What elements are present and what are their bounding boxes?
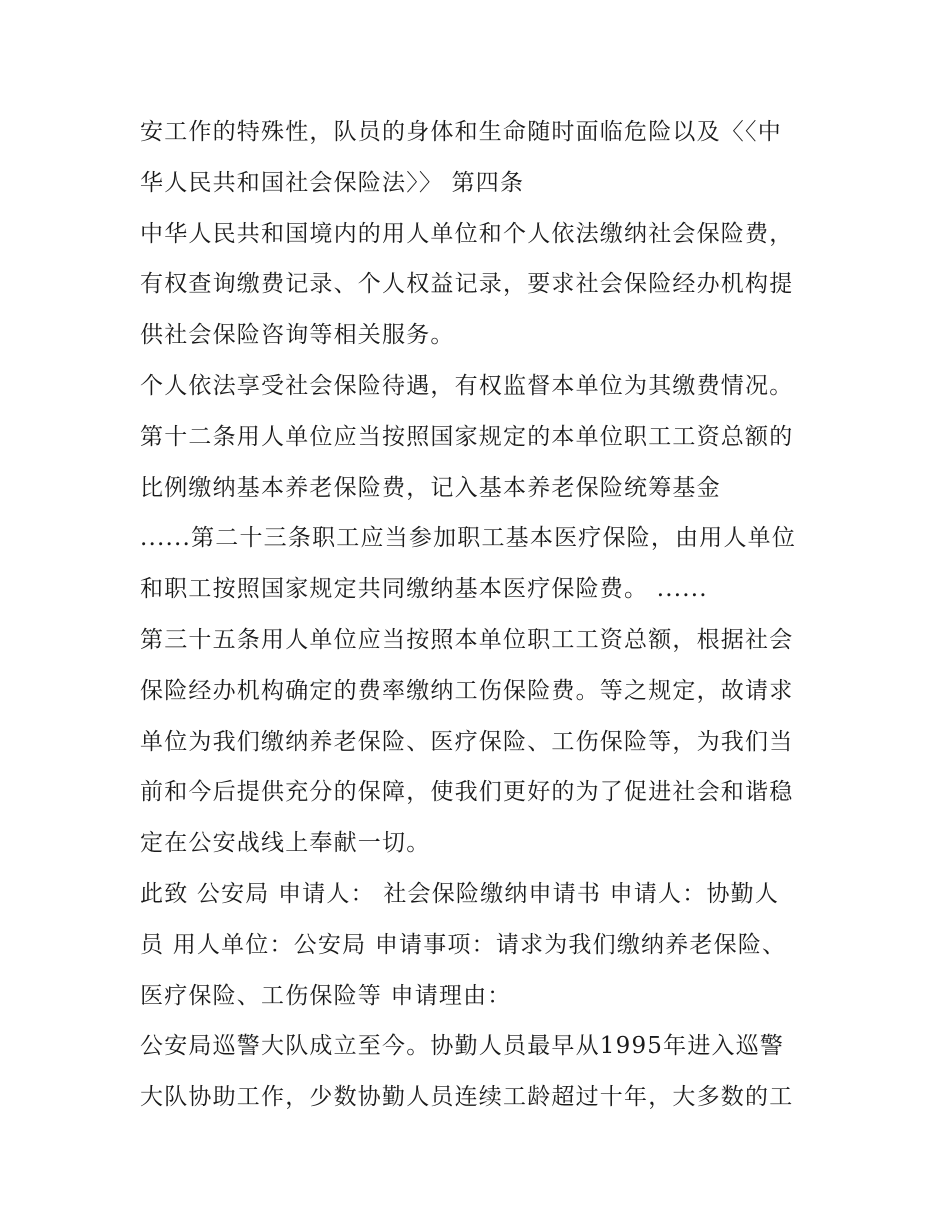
text-line: 安工作的特殊性，队员的身体和生命随时面临危险以及〈〈中 [140, 119, 782, 145]
text-line: 第十二条用人单位应当按照国家规定的本单位职工工资总额的 [140, 423, 794, 450]
document-body [140, 107, 820, 1123]
text-line: 此致 公安局 申请人： 社会保险缴纳申请书 申请人：协勤人 [140, 880, 780, 907]
text-line: 医疗保险、工伤保险等 申请理由： [140, 982, 512, 1009]
text-line: 个人依法享受社会保险待遇，有权监督本单位为其缴费情况。 [140, 372, 794, 399]
text-line: 中华人民共和国境内的用人单位和个人依法缴纳社会保险费， [140, 220, 794, 247]
text-line: 和职工按照国家规定共同缴纳基本医疗保险费。 ...... [140, 576, 708, 603]
text-line: 员 用人单位：公安局 申请事项：请求为我们缴纳养老保险、 [140, 931, 787, 958]
text-line: 公安局巡警大队成立至今。协勤人员最早从1995年进入巡警 [140, 1033, 785, 1060]
text-line: 单位为我们缴纳养老保险、医疗保险、工伤保险等，为我们当 [140, 728, 794, 755]
text-line: 保险经办机构确定的费率缴纳工伤保险费。等之规定，故请求 [140, 677, 794, 704]
text-line: 有权查询缴费记录、个人权益记录，要求社会保险经办机构提 [140, 271, 794, 298]
text-line: 大队协助工作，少数协勤人员连续工龄超过十年，大多数的工 [140, 1084, 794, 1111]
text-line: 供社会保险咨询等相关服务。 [140, 322, 455, 349]
text-line: ......第二十三条职工应当参加职工基本医疗保险，由用人单位 [140, 525, 797, 552]
text-line: 前和今后提供充分的保障，使我们更好的为了促进社会和谐稳 [140, 779, 794, 806]
text-line: 比例缴纳基本养老保险费，记入基本养老保险统筹基金 [140, 474, 721, 501]
text-line: 第三十五条用人单位应当按照本单位职工工资总额，根据社会 [140, 626, 794, 653]
text-line: 华人民共和国社会保险法〉〉 第四条 [140, 169, 525, 196]
text-line: 定在公安战线上奉献一切。 [140, 830, 431, 857]
